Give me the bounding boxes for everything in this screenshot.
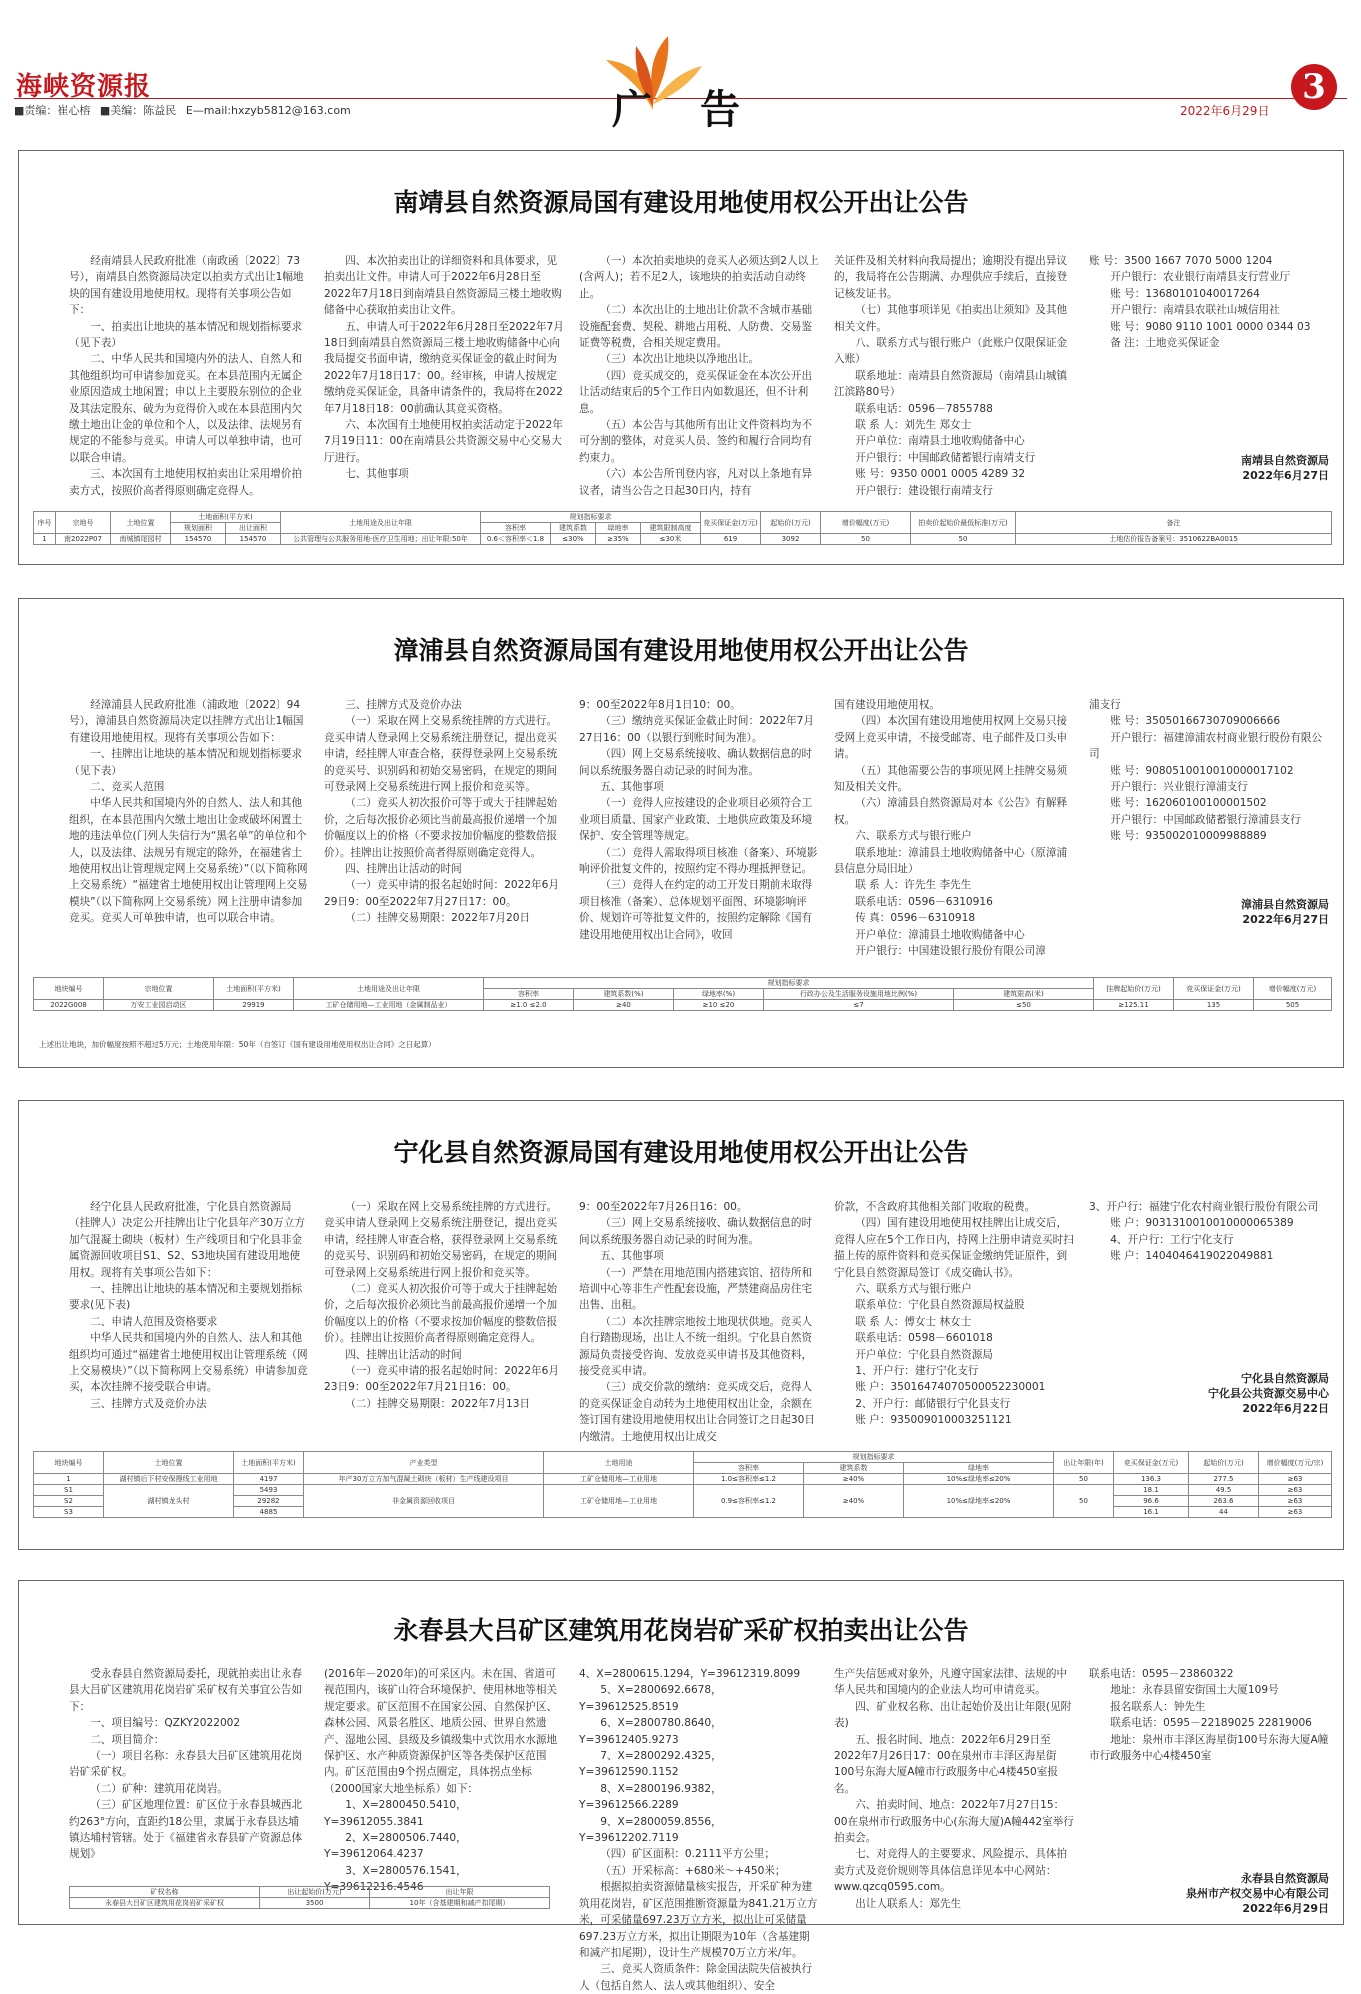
table-cell: 154570 [171,534,226,545]
table-cell: 工矿仓储用地—工业用地（金属制品业） [294,1000,484,1011]
table-row [70,1898,550,1909]
paragraph: （六）本公告所刊登内容，凡对以上条地有异议者，请当公告之日起30日内，持有 [579,468,813,497]
table-header: 土地用途 [544,1452,694,1474]
paragraph: 4、开户行：工行宁化支行 [1110,1233,1234,1246]
paragraph: 账 户：1404046419022049881 [1110,1250,1274,1263]
paragraph: 开户银行：南靖县农联社山城信用社 [1110,304,1280,317]
table-cell: 29282 [234,1496,304,1507]
table-cell: S2 [34,1496,104,1507]
paragraph: （六）漳浦县自然资源局对本《公告》有解释权。 [834,797,1068,826]
table-header: 土地面积(平方米) [214,978,294,1000]
newspaper-logo: 海峡资源报 [16,72,152,102]
paragraph: 五、报名时间、地点：2022年6月29日至2022年7月26日17：00在泉州市丰泽区海星街100号东海大厦A幢市行政服务中心4楼450室报名。 [834,1733,1058,1795]
paragraph: （一）采取在网上交易系统挂牌的方式进行。竞买申请人登录网上交易系统注册登记，提出竞买申请，经挂牌人审查合格，获得登录网上交易系统的竞买号、识别码和初始交易密码，在规定的期间可登录网上交易系统进行网上报价和竞买等。 [324,715,558,794]
paragraph: 9、X=2800059.8556，Y=39612202.7119 [579,1815,722,1845]
section-title: 广告 [612,86,788,133]
paragraph: 联系电话：0595－23860322 [1089,1668,1234,1680]
paragraph: 开户银行：兴业银行漳浦支行 [1110,781,1248,794]
table-subheader: 绿地率(%) [674,989,764,1000]
paragraph: 二、中华人民共和国境内外的法人、自然人和其他组织均可申请参加竞买。在本县范围内无属企业原因造成土地闲置；申以上主要股东别位的企业及其法定股东、破为为竞得价入或在本县范围内欠缴土地出让金的单位和个人，以及法律、法规另有规定的不能参与竞买。申请人可以单独申请，也可以联合申请。 [69,353,303,464]
text-column [69,1666,309,1881]
table-cell: ≥10 ≤20 [674,1000,764,1011]
table-cell: 50 [911,534,1016,545]
paragraph: 五、申请人可于2022年6月28日至2022年7月18日到南靖县自然资源局三楼土地收购储备中心向我局提交书面申请，缴纳竞买保证金的截止时间为2022年7月18日17：00。经审核，申请人按规定缴纳竞买保证金，具备申请条件的，我局将在2022年7月18日18：00前确认其竞买资格。 [324,320,564,415]
paragraph: 联 系 人：刘先生 郑女士 [855,419,972,432]
table-subheader: 建筑限高(米) [954,989,1094,1000]
text-column [69,1199,309,1424]
paragraph: 国有建设用地使用权。 [834,699,940,711]
announcement-title: 永春县大吕矿区建筑用花岗岩矿采矿权拍卖出让公告 [393,1616,969,1645]
signer-name: 宁化县自然资源局 [1241,1372,1329,1385]
table-header: 备注 [1016,512,1332,534]
paragraph: 账 户：935009010003251121 [855,1414,1012,1427]
issue-date: 2022年6月29日 [1180,104,1270,118]
table-row [34,534,1332,545]
paragraph: 联 系 人：傅女士 林女士 [855,1315,972,1328]
table-cell: 非金属资源回收项目 [304,1485,544,1518]
table-note: 上述出让地块，加价幅度按照不超过5万元；土地使用年限：50年（自签订《国有建设用地使用权出让合同》之日起算） [39,1040,436,1049]
table-cell: 505 [1254,1000,1332,1011]
paragraph: 报名联系人：钟先生 [1110,1700,1206,1713]
paragraph: 账 号：9350 0001 0005 4289 32 [855,468,1026,481]
paragraph: 传 真：0596－6310918 [855,912,976,925]
table-cell: 50 [1054,1474,1114,1485]
table-cell: 16.1 [1114,1507,1189,1518]
paragraph: 开户单位：漳浦县土地收购储备中心 [855,928,1025,941]
paragraph: 账 号：162060100100001502 [1110,797,1267,810]
table-header: 土地面积(平方米) [171,512,281,523]
table-subheader: 容积率 [484,989,574,1000]
table-row [34,1000,1332,1011]
paragraph: 中华人民共和国境内外的自然人、法人和其他组织，在本县范围内欠缴土地出让金或破坏闲置土地的违法单位(门列人失信行为“黑名单”的单位和个人，以及法律、法规另有规定的除外，在福建省土地使用权出让管理规定网上交易系统）”（以下简称网上交易系统）“福建省土地使用权出让管理网上交易模块”（以下简称网上交易系统）网上注册申请参加竞买。竞买人可单独申请，也可以联合申请。 [69,797,308,925]
table-cell: 263.6 [1189,1496,1259,1507]
paragraph: （三）网上交易系统接收、确认数据信息的时间以系统服务器自动记录的时间为准。 [579,1217,813,1246]
table-cell: 0.6＜容积率＜1.8 [481,534,551,545]
table-header: 竞买保证金(万元) [1114,1452,1189,1474]
table-header: 土地用途及出让年限 [281,512,481,534]
table-cell: ≥40% [804,1485,904,1518]
table-header: 地块编号 [34,1452,104,1474]
paragraph: 七、对竞得人的主要要求、风险提示、具体拍卖方式及竞价规则等具体信息详见本中心网站：www.qzcq0595.com。 [834,1848,1068,1894]
paragraph: 三、挂牌方式及竞价办法 [345,699,462,711]
signature-block [1119,897,1329,927]
text-column [834,253,1074,497]
text-column [834,1199,1074,1427]
paragraph: （七）其他事项详见《拍卖出让须知》及其他相关文件。 [834,304,1068,333]
paragraph: 账 户：9031310010010000065389 [1110,1217,1294,1230]
sign-date: 2022年6月22日 [1242,1402,1329,1415]
paragraph: 三、本次国有土地使用权拍卖出让采用增价拍卖方式，按照价高者得原则确定竞得人。 [69,468,303,497]
signature-block [1119,453,1329,483]
text-column [579,1199,819,1443]
paragraph: （二）挂牌交易期限：2022年7月13日 [345,1397,531,1410]
paragraph: 联系电话：0598－6601018 [855,1332,993,1345]
table-cell: 1.0≤容积率≤1.2 [694,1474,804,1485]
paragraph: 出让人联系人：郑先生 [855,1897,962,1910]
table-header: 出让起始价(万元) [260,1887,370,1898]
paragraph: 四、矿业权名称、出让起始价及出让年限(见附表) [834,1700,1072,1730]
table-cell: 49.5 [1189,1485,1259,1496]
table-cell: ≤30米 [641,534,701,545]
table-header: 起始价(万元) [1189,1452,1259,1474]
table-header: 规划指标要求 [481,512,701,523]
table-header: 增价幅度(万元/宗) [1259,1452,1332,1474]
paragraph: 联系电话：0596－7855788 [855,402,993,415]
table-cell: 3092 [761,534,821,545]
masthead [0,0,1361,133]
paragraph: 开户银行：农业银行南靖县支行营业厅 [1110,271,1291,284]
table-cell: 万安工业园启动区 [104,1000,214,1011]
announcement-ninghua [18,1100,1344,1550]
paragraph: 关证件及相关材料向我局提出；逾期没有提出异议的，我局将在公告期满、办理供应手续后，直接登记核发证书。 [834,255,1068,300]
paragraph: 联系电话：0596－6310916 [855,895,993,908]
table-cell: 154570 [226,534,281,545]
paragraph: 四、挂牌出让活动的时间 [345,863,462,876]
table-header: 土地位置 [111,512,171,534]
table-cell: 湖村镇后下村安保搜线工业用地 [104,1474,234,1485]
paragraph: （二）竞买人初次报价可等于或大于挂牌起始价，之后每次报价必须比当前最高报价递增一个加价幅度以上的价格（不要求按加价幅度的整数倍报价）。挂牌出让按照价高者得原则确定竞得人。 [324,797,558,859]
table-cell: 2022G008 [34,1000,104,1011]
table-header: 起始价(万元) [761,512,821,534]
text-column [69,253,309,497]
paragraph: （三）本次出让地块以净地出让。 [600,353,760,366]
text-column [579,253,819,497]
table-cell: 4885 [234,1507,304,1518]
table-cell: 96.6 [1114,1496,1189,1507]
table-cell: 10%≤绿地率≤20% [904,1485,1054,1518]
paragraph: （四）网上交易系统接收、确认数据信息的时间以系统服务器自动记录的时间为准。 [579,748,813,777]
table-cell: 50 [821,534,911,545]
paragraph: 账 号：3500 1667 7070 5000 1204 [1089,255,1273,267]
table-cell: ≤30% [551,534,596,545]
announcement-title: 南靖县自然资源局国有建设用地使用权公开出让公告 [393,188,969,217]
paragraph: 四、本次拍卖出让的详细资料和具体要求，见拍卖出让文件。申请人可于2022年6月28日至2022年7月18日到南靖县自然资源局三楼土地收购储备中心获取拍卖出让文件。 [324,255,562,317]
table-header: 宗地号 [56,512,111,534]
paragraph: 2、X=2800506.7440，Y=39612064.4237 [324,1832,467,1861]
paragraph: 开户银行：中国建设银行股份有限公司漳 [855,945,1046,958]
paragraph: （五）开采标高：+680米～+450米； [600,1864,786,1877]
paragraph: 联系电话：0595－22189025 22819006 [1110,1717,1312,1730]
table-cell: 1 [34,534,56,545]
signer-name-2: 宁化县公共资源交易中心 [1208,1387,1329,1400]
table-cell: ≥63 [1259,1496,1332,1507]
paragraph: 联系单位：宁化县自然资源局权益股 [855,1299,1025,1312]
table-header: 土地面积(平方米) [234,1452,304,1474]
paragraph: （三）缴纳竞买保证金截止时间：2022年7月27日16：00（以银行到账时间为准）。 [579,715,814,744]
paragraph: （二）竞买人初次报价可等于或大于挂牌起始价，之后每次报价必须比当前最高报价递增一个加价幅度以上的价格（不要求按加价幅度的整数倍报价）。挂牌出让按照价高者得原则确定竞得人。 [324,1283,558,1345]
table-cell: ≤50 [954,1000,1094,1011]
table-header: 土地位置 [104,1452,234,1474]
paragraph: （一）竞得人应按建设的企业项目必须符合工业项目质量、国家产业政策、土地供应政策及环境保护、安全管理等规定。 [579,797,813,843]
paragraph: 经宁化县人民政府批准，宁化县自然资源局（挂牌人）决定公开挂牌出让宁化县年产30万立方加气混凝土砌块（板材）生产线项目和宁化县非金属资源回收项目S1、S2、S3地块国有建设用地使用权。现将有关事项公告如下： [69,1201,305,1279]
table-subheader: 绿地率 [596,523,641,534]
paragraph: 浦支行 [1089,699,1121,711]
paragraph: （二）矿种：建筑用花岗岩。 [90,1782,228,1795]
table-cell: 工矿仓储用地—工业用地 [544,1485,694,1518]
table-cell: 136.3 [1114,1474,1189,1485]
land-parcel-table [33,977,1332,1011]
paragraph: 3、X=2800576.1541，Y=39612216.4546 [324,1864,467,1894]
mining-right-table [69,1886,550,1909]
paragraph: 1、X=2800450.5410，Y=39612055.3841 [324,1799,467,1828]
table-cell: 135 [1174,1000,1254,1011]
table-cell: 4197 [234,1474,304,1485]
table-cell: 619 [701,534,761,545]
table-row [34,1474,1332,1485]
land-parcel-table [33,1451,1332,1518]
paragraph: 2、开户行：邮储银行宁化县支行 [855,1397,1011,1410]
table-cell: ≤7 [764,1000,954,1011]
paragraph: 7、X=2800292.4325，Y=39612590.1152 [579,1750,722,1779]
paragraph: 二、项目简介： [90,1733,165,1746]
paragraph: 账 号：13680101040017264 [1110,287,1260,300]
text-column [324,1199,564,1424]
paragraph: （二）竞得人需取得项目核准（备案）、环境影响评价批复文件的，按照约定不得办理抵押登记。 [579,846,818,876]
paragraph: 账 号：935002010009988889 [1110,830,1267,843]
paragraph: (2016年－2020年)的可采区内。未在国、省道可视范围内，该矿山符合环境保护、使用林地等相关规定要求。矿区范围不在国家公园、自然保护区、森林公园、风景名胜区、地质公园、世界自然遗产、湿地公园、县级及乡镇级集中式饮用水水源地保护区、水产种质资源保护区等各类保护区范围内。矿区范围由9个拐点圈定，具体拐点坐标（2000国家大地坐标系）如下： [324,1668,558,1795]
table-subheader: 容积率 [481,523,551,534]
table-cell: S1 [34,1485,104,1496]
paragraph: 9：00至2022年8月1日10：00。 [579,699,741,711]
table-header: 竞买保证金(万元) [701,512,761,534]
paragraph: 联系地址：南靖县自然资源局（南靖县山城镇江滨路80号） [834,369,1068,399]
table-subheader: 规划面积 [171,523,226,534]
table-cell: ≥40% [804,1474,904,1485]
table-cell: 29919 [214,1000,294,1011]
table-cell: 湖村镇龙头村 [104,1485,234,1518]
table-header: 增价幅度(万元) [821,512,911,534]
paragraph: （一）采取在网上交易系统挂牌的方式进行。竞买申请人登录网上交易系统注册登记，提出竞买申请，经挂牌人审查合格，获得登录网上交易系统的竞买号、识别码和初始交易密码，在规定的期间可登录网上交易系统进行网上报价和竞买等。 [324,1201,558,1279]
table-cell: ≥63 [1259,1507,1332,1518]
paragraph: 三、竞买人资质条件：除金国法院失信被执行人（包括自然人、法人或其他组织）、安全 [579,1963,813,1992]
staff-line [14,102,357,118]
text-column [579,1666,819,1992]
table-cell: 南城镇尾园村 [111,534,171,545]
paragraph: 账 号：35050166730709006666 [1110,715,1281,728]
paragraph: （一）本次拍卖地块的竞买人必须达到2人以上(含两人)；若不足2人，该地块的拍卖活动自动终止。 [579,255,819,300]
text-column [1089,1666,1329,1881]
sign-date: 2022年6月27日 [1242,913,1329,926]
paragraph: 六、联系方式与银行账户 [855,830,972,843]
paragraph: （五）本公告与其他所有出让文件资料均为不可分割的整体，对竞买人员、签约和履行合同均有约束力。 [579,419,813,464]
table-header: 序号 [34,512,56,534]
table-cell: ≥1.0 ≤2.0 [484,1000,574,1011]
table-header: 竞买保证金(万元) [1174,978,1254,1000]
paragraph: （一）竞买申请的报名起始时间：2022年6月29日9：00至2022年7月27日17：00。 [324,879,559,908]
text-column [324,253,564,481]
paragraph: （二）本次挂牌宗地按土地现状供地。竞买人自行踏勘现场，出让人不统一组织。宁化县自然资源局负责接受咨询、发放竞买申请书及其他资料，接受竞买申请。 [579,1315,813,1378]
paragraph: 一、挂牌出让地块的基本情况和主要规划指标要求(见下表) [69,1283,303,1312]
table-subheader: 绿地率 [904,1463,1054,1474]
paragraph: 八、联系方式与银行账户（此账户仅限保证金入账） [834,337,1068,366]
paragraph: （一）严禁在用地范围内搭建宾馆、招待所和培训中心等非生产性配套设施，严禁建商品房住宅出售、出租。 [579,1266,813,1312]
paragraph: （二）挂牌交易期限：2022年7月20日 [345,912,531,925]
paragraph: 价款，不含政府其他相关部门收取的税费。 [834,1201,1036,1213]
paragraph: 四、挂牌出让活动的时间 [345,1348,462,1361]
designer-credit: ■美编：陈益民 [99,104,177,117]
paragraph: 4、X=2800615.1294，Y=39612319.8099 [579,1668,801,1680]
table-cell: 10%≤绿地率≤20% [904,1474,1054,1485]
paragraph: 账 号：9080510010010000017102 [1110,764,1294,777]
paragraph: 五、其他事项 [600,781,664,794]
announcement-zhangpu [18,598,1344,1068]
table-cell: ≥63 [1259,1474,1332,1485]
paragraph: 3、开户行：福建宁化农村商业银行股份有限公司 [1089,1201,1319,1213]
table-subheader: 建筑系数 [551,523,596,534]
paragraph: 经漳浦县人民政府批准（浦政地〔2022〕94号），漳浦县自然资源局决定以挂牌方式出让1幅国有建设用地使用权。现将有关事项公告如下： [69,699,304,744]
table-cell: 1 [34,1474,104,1485]
table-cell: 10年（含基建期和减产扣尾期） [370,1898,550,1909]
table-cell: 南2022P07 [56,534,111,545]
signer-name: 南靖县自然资源局 [1241,454,1329,467]
text-column [1089,253,1329,458]
paragraph: 生产失信惩戒对象外，凡遵守国家法律、法规的中华人民共和国境内的企业法人均可申请竞买。 [834,1668,1068,1697]
email-text: E—mail:hxzyb5812@163.com [185,104,351,117]
text-column [834,1666,1074,1910]
paragraph: 账 号：9080 9110 1001 0000 0344 03 [1110,320,1311,333]
paragraph: （一）竞买申请的报名起始时间：2022年6月23日9：00至2022年7月21日16：00。 [324,1365,559,1394]
paragraph: 六、拍卖时间、地点：2022年7月27日15：00在泉州市行政服务中心(东海大厦)A幢442室举行拍卖会。 [834,1799,1074,1845]
table-header: 土地用途及出让年限 [294,978,484,1000]
table-cell: 5493 [234,1485,304,1496]
sign-date: 2022年6月27日 [1242,469,1329,482]
paragraph: 9：00至2022年7月26日16：00。 [579,1201,748,1213]
table-header: 出让年限 [370,1887,550,1898]
paragraph: 三、挂牌方式及竞价办法 [90,1397,207,1410]
sign-date: 2022年6月29日 [1242,1902,1329,1915]
paragraph: 五、其他事项 [600,1250,664,1263]
table-cell: 土地估价报告备案号：3510622BA0015 [1016,534,1332,545]
table-row [34,1485,1332,1496]
table-header: 增价幅度(万元) [1254,978,1332,1000]
text-column [69,697,309,932]
paragraph: （一）项目名称：永春县大吕矿区建筑用花岗岩矿采矿权。 [69,1750,303,1779]
land-parcel-table [33,511,1332,545]
paragraph: （三）成交价款的缴纳：竞买成交后，竞得人的竞买保证金自动转为土地使用权出让金，余额在签订国有建设用地使用权出让合同签订之日起30日内缴清。土地使用权出让成交 [579,1381,815,1443]
table-header: 拍卖价起始价最低标准(万元) [911,512,1016,534]
table-cell: 277.5 [1189,1474,1259,1485]
text-column [834,697,1074,958]
paragraph: 六、联系方式与银行账户 [855,1283,972,1296]
table-cell: 44 [1189,1507,1259,1518]
announcement-nanjing [18,150,1344,565]
announcement-title: 漳浦县自然资源局国有建设用地使用权公开出让公告 [393,636,969,665]
paragraph: 8、X=2800196.9382，Y=39612566.2289 [579,1782,722,1812]
paragraph: （二）本次出让的土地出让价款不含城市基础设施配套费、契税、耕地占用税、人防费、交易鉴证费等税费，合相关规定费用。 [579,304,813,350]
announcement-yongchun [18,1580,1344,1992]
paragraph: 一、拍卖出让地块的基本情况和规划指标要求（见下表） [69,320,303,350]
paragraph: 开户银行：中国邮政储蓄银行南靖支行 [855,451,1036,464]
signature-block [1119,1371,1329,1416]
paragraph: 开户单位：南靖县土地收购储备中心 [855,435,1025,448]
announcement-title: 宁化县自然资源局国有建设用地使用权公开出让公告 [393,1138,969,1167]
paragraph: 1、开户行：建行宁化支行 [855,1365,979,1378]
paragraph: 6、X=2800780.8640，Y=39612405.9273 [579,1717,722,1746]
paragraph: 六、本次国有土地使用权拍卖活动定于2022年7月19日11：00在南靖县公共资源交易中心交易大厅进行。 [324,419,563,464]
table-subheader: 建筑系数(%) [574,989,674,1000]
paragraph: （四）矿区面积：0.2111平方公里； [600,1848,775,1861]
paragraph: 根据拟拍卖资源储量核实报告，开采矿种为建筑用花岗岩，矿区范围推断资源量为841.21万立方米，可采储量697.23万立方米，拟出让可采储量697.23万立方米，拟出让期限为10年（含基建期和减产扣尾期），设计生产规模70万立方米/年。 [579,1881,818,1959]
paragraph: 二、申请人范围及资格要求 [90,1315,218,1328]
table-header: 矿权名称 [70,1887,260,1898]
paragraph: 开户单位：宁化县自然资源局 [855,1348,993,1361]
table-header: 地块编号 [34,978,104,1000]
table-cell: ≥63 [1259,1485,1332,1496]
paragraph: （四）国有建设用地使用权挂牌出让成交后，竞得人应在5个工作日内，持网上注册申请竞买时扫描上传的原件资料和竞买保证金缴纳凭证原件，到宁化县自然资源局签订《成交确认书》。 [834,1217,1074,1279]
signer-name: 漳浦县自然资源局 [1241,898,1329,911]
paragraph: 一、项目编号：QZKY2022002 [90,1717,241,1730]
paragraph: 备 注：土地竞买保证金 [1110,337,1220,350]
table-subheader: 出让面积 [226,523,281,534]
signer-name: 永春县自然资源局 [1241,1872,1329,1885]
paragraph: 5、X=2800692.6678，Y=39612525.8519 [579,1684,722,1713]
table-header: 规划指标要求 [484,978,1094,989]
table-cell: 50 [1054,1485,1114,1518]
paragraph: （三）矿区地理位置：矿区位于永春县城西北约263°方向，直距约18公里，隶属于永春县达埔镇达埔村管辖。处于《福建省永春县矿产资源总体规划》 [69,1799,303,1861]
paragraph: （四）本次国有建设用地使用权网上交易只接受网上竞买申请，不接受邮寄、电子邮件及口头申请。 [834,715,1068,761]
paragraph: 开户银行：中国邮政储蓄银行漳浦县支行 [1110,813,1301,826]
table-cell: 0.9≤容积率≤1.2 [694,1485,804,1518]
page-number-badge: 3 [1291,64,1337,110]
table-cell: 工矿仓储用地—工业用地 [544,1474,694,1485]
paragraph: 经南靖县人民政府批准（南政函〔2022〕73号），南靖县自然资源局决定以拍卖方式出让1幅地块的国有建设用地使用权。现将有关事项公告如下： [69,255,304,317]
paragraph: 账 户：35016474070500052230001 [855,1381,1046,1394]
paragraph: 开户银行：建设银行南靖支行 [855,484,993,497]
paragraph: 地址：泉州市丰泽区海星街100号东海大厦A幢市行政服务中心4楼450室 [1089,1733,1329,1763]
table-cell: ≥125.11 [1094,1000,1174,1011]
signer-name-2: 泉州市产权交易中心有限公司 [1186,1887,1329,1900]
paragraph: 联系地址：漳浦县土地收购储备中心（原漳浦县信息分局旧址） [834,846,1068,876]
table-cell: 永春县大吕矿区建筑用花岗岩矿采矿权 [70,1898,260,1909]
table-header: 规划指标要求 [694,1452,1054,1463]
paragraph: 联 系 人：许先生 李先生 [855,879,972,892]
paragraph: 受永春县自然资源局委托，现就拍卖出让永春县大吕矿区建筑用花岗岩矿采矿权有关事宜公告如下： [69,1668,303,1713]
table-subheader: 行政办公及生活服务设施用地比例(%) [764,989,954,1000]
text-column [579,697,819,941]
table-cell: S3 [34,1507,104,1518]
table-cell: ≥35% [596,534,641,545]
paragraph: 开户银行：福建漳浦农村商业银行股份有限公司 [1089,731,1323,761]
paragraph: （五）其他需要公告的事项见网上挂牌交易须知及相关文件。 [834,764,1068,794]
table-subheader: 建筑限制高度 [641,523,701,534]
table-header: 产业类型 [304,1452,544,1474]
table-subheader: 容积率 [694,1463,804,1474]
paragraph: （三）竞得人在约定的动工开发日期前未取得项目核准（备案）、总体规划平面图、环境影响评价、规划许可等批复文件的，按照约定解除《国有建设用地使用权出让合同》，收回 [579,879,813,941]
signature-block [1119,1871,1329,1916]
paragraph: 地址：永春县留安街国土大厦109号 [1110,1684,1279,1697]
text-column [324,697,564,932]
paragraph: （四）竞买成交的，竞买保证金在本次公开出让活动结束后的5个工作日内如数退还，但不计利息。 [579,369,813,415]
table-header: 宗地位置 [104,978,214,1000]
table-cell: 年产30万立方加气混凝土砌块（板材）生产线建设项目 [304,1474,544,1485]
table-header: 挂牌起始价(万元) [1094,978,1174,1000]
paragraph: 二、竞买人范围 [90,781,165,794]
paragraph: 中华人民共和国境内外的自然人、法人和其他组织均可通过“福建省土地使用权出让管理系统（网上交易模块）”（以下简称网上交易系统）申请参加竞买，本次挂牌不接受联合申请。 [69,1332,308,1394]
editor-credit: ■责编：崔心榕 [14,104,91,117]
table-cell: 3500 [260,1898,370,1909]
table-cell: 18.1 [1114,1485,1189,1496]
table-header: 出让年限(年) [1054,1452,1114,1474]
table-subheader: 建筑系数 [804,1463,904,1474]
table-cell: 公共管理与公共服务用地-医疗卫生用地；出让年限:50年 [281,534,481,545]
table-cell: ≥40 [574,1000,674,1011]
paragraph: 七、其他事项 [345,468,409,481]
paragraph: 一、挂牌出让地块的基本情况和规划指标要求（见下表） [69,748,303,777]
